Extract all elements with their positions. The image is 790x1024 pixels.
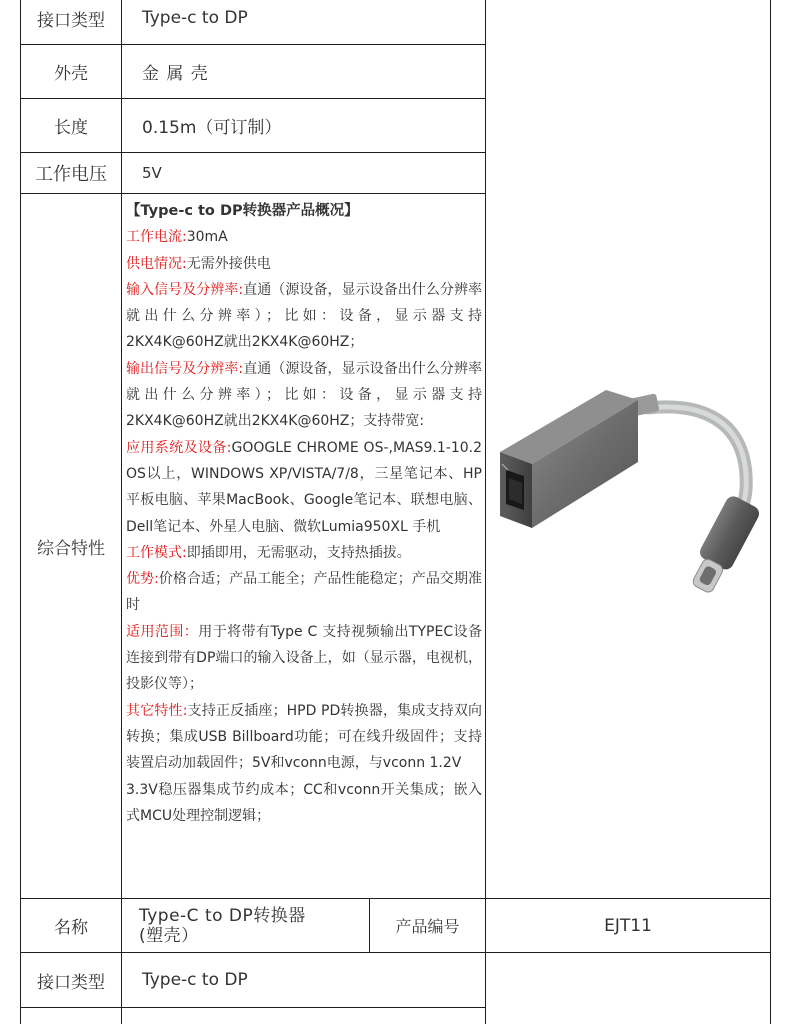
feature-text: 即插即用，无需驱动，支持热插拔。 [186,544,411,561]
feature-text: 用于将带有Type C 支持视频输出TYPEC设备连接到带有DP端口的输入设备上，如（显示器，电视机，投影仪等）； [126,623,482,693]
table-border-right [770,0,771,1024]
product-code-value: EJT11 [604,915,652,936]
feature-item [126,777,482,830]
feature-key: 适用范围： [126,623,199,640]
feature-text: 价格合适；产品工能全；产品性能稳定；产品交期准时 [126,571,483,614]
feature-key: 供电情况: [126,255,187,272]
product-image [488,380,768,600]
feature-key: 工作电流: [126,229,187,246]
feature-key: 工作模式: [126,544,187,561]
feature-item [126,277,482,356]
feature-key: 其它特性: [126,702,188,719]
feature-text: 30mA [186,229,228,246]
name-value: Type-C to DP转换器 (塑壳） [139,905,306,946]
voltage-value: 5V [142,164,162,182]
features-label: 综合特性 [37,538,105,559]
shell-label: 外壳 [54,64,88,84]
product-code-label: 产品编号 [395,917,460,936]
feature-item [126,619,482,698]
table-divider-image [485,0,486,1024]
feature-item [126,224,482,250]
interface-type-label: 接口类型 [37,10,105,31]
feature-key: 输入信号及分辨率: [126,281,244,298]
feature-item [126,540,482,566]
interface-type-value: Type-c to DP [142,8,248,28]
feature-key: 应用系统及设备: [126,439,232,456]
features-heading: 【Type-c to DP转换器产品概况】 [126,203,359,219]
features-text [126,198,482,829]
feature-text: 直通（源设备，显示设备出什么分辨率就出什么分辨率）；比如：设备，显示器支持2KX4K@60HZ就出2KX4K@60HZ；支持带宽: [126,360,483,430]
feature-item [126,251,482,277]
feature-item [126,356,482,435]
feature-text: 无需外接供电 [186,255,271,272]
feature-item [126,566,482,619]
name-label: 名称 [54,918,88,938]
feature-key: 优势: [126,571,159,588]
feature-text: 支持正反插座；HPD PD转换器，集成支持双向转换；集成USB Billboard功能；可在线升级固件；支持装置启动加载固件；5V和vconn电源，与vconn 1.2V [126,702,483,772]
feature-text: 3.3V稳压器集成节约成本；CC和vconn开关集成；嵌入式MCU处理控制逻辑； [126,781,482,824]
feature-text: 直通（源设备，显示设备出什么分辨率就出什么分辨率）；比如：设备，显示器支持2KX4K@60HZ就出2KX4K@60HZ； [126,281,483,351]
interface-type-value-2: Type-c to DP [142,970,248,990]
voltage-label: 工作电压 [35,164,107,185]
length-value: 0.15m（可订制） [142,118,282,138]
feature-item [126,698,482,777]
feature-text: GOOGLE CHROME OS-,MAS9.1-10.2 OS以上，WINDOWS XP/VISTA/7/8，三星笔记本、HP平板电脑、苹果MacBook、Google笔记本、联想电脑、Dell笔记本、外星人电脑、微软Lumia950XL 手机 [126,439,482,535]
feature-item [126,435,482,540]
shell-value: 金 属 壳 [142,64,209,84]
row-line [20,1007,485,1008]
interface-type-label-2: 接口类型 [37,972,105,993]
feature-key: 输出信号及分辨率: [126,360,244,377]
length-label: 长度 [54,118,88,138]
